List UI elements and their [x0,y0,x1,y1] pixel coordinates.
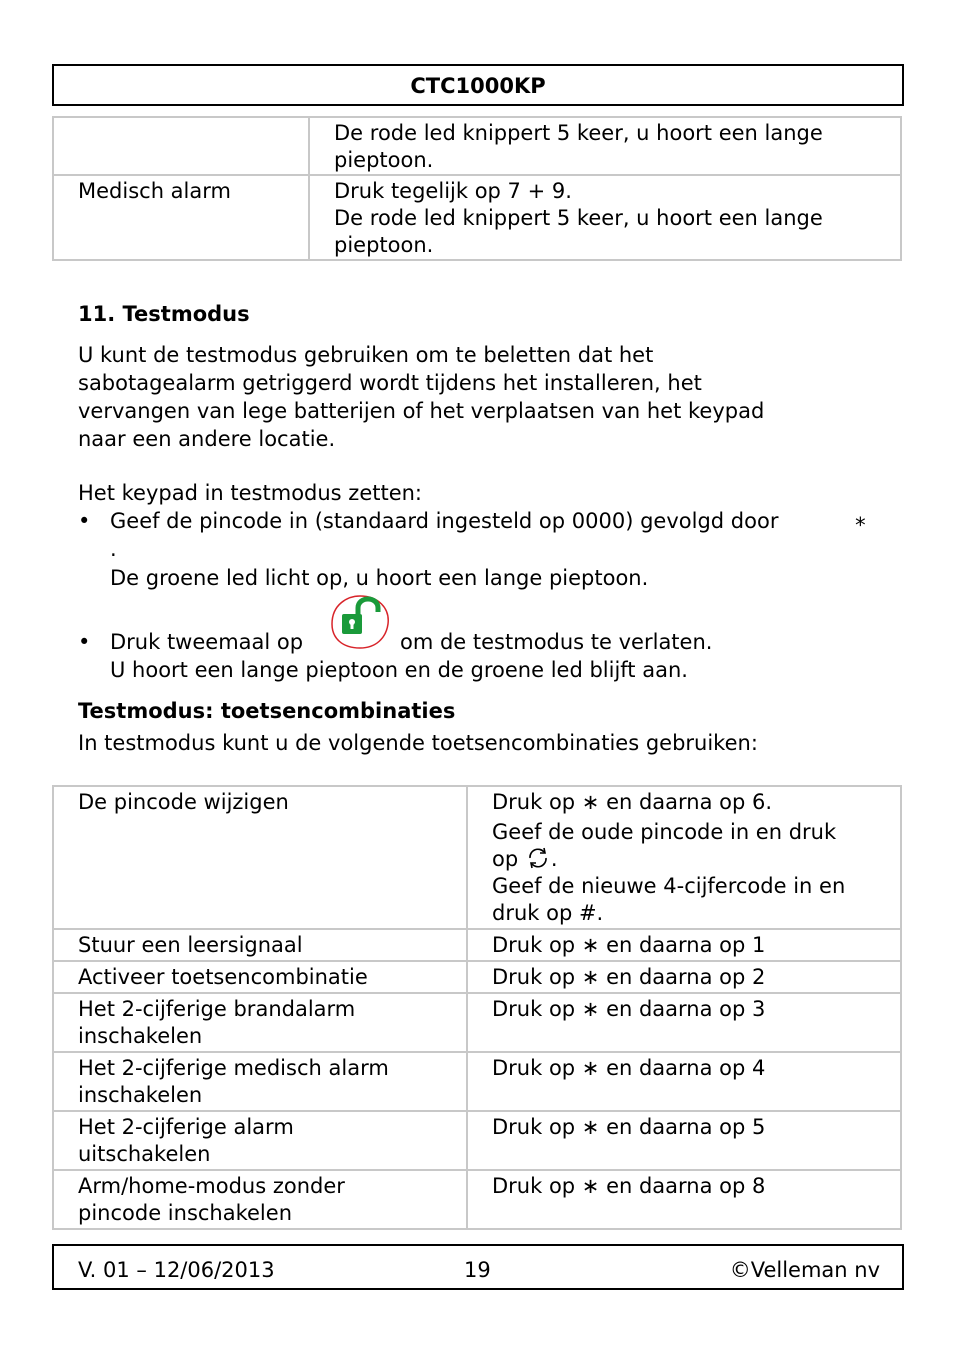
cell-line: Arm/home-modus zonder [78,1174,345,1198]
bullet-symbol: • [78,630,91,654]
cell-line: Geef de nieuwe 4-cijfercode in en [492,874,846,898]
bullet-text: om de testmodus te verlaten. [400,630,713,654]
table-cell-label [53,993,467,1052]
page-footer [52,1244,904,1290]
table-cell-label: Activeer toetsencombinatie [53,961,467,993]
cell-line: De pincode wijzigen [78,790,289,814]
combos-heading: Testmodus: toetsencombinaties [78,699,456,723]
table-row [53,1052,901,1111]
table-cell-action: Druk op ∗ en daarna op 8 [467,1170,901,1229]
model-title: CTC1000KP [410,74,546,98]
table-row [53,961,901,993]
table-cell-label [53,1052,467,1111]
table-cell-label [53,786,467,929]
cell-line: Geef de oude pincode in en druk [492,820,837,844]
table-cell-label: Medisch alarm [53,175,309,260]
footer-version: V. 01 – 12/06/2013 [78,1258,275,1282]
intro-line: vervangen van lege batterijen of het verplaatsen van het keypad [78,399,765,423]
cell-text: . [550,847,558,871]
cell-line: De rode led knippert 5 keer, u hoort een lange [334,206,823,230]
enter-heading: Het keypad in testmodus zetten: [78,481,423,505]
table-cell-label [53,117,309,175]
cell-line: Druk tegelijk op 7 + 9. [334,179,572,203]
alarm-table [52,116,902,261]
bullet-text: . [110,537,117,561]
cell-line: Druk op ∗ en daarna op 6. [492,790,773,814]
table-row [53,117,901,175]
cell-text: op [492,847,519,871]
page-number: 19 [464,1258,491,1282]
bullet-text: Druk tweemaal op [110,630,304,654]
intro-line: naar een andere locatie. [78,427,336,451]
footer-copyright: ©Velleman nv [729,1258,880,1282]
bullet-symbol: • [78,509,91,533]
combos-intro: In testmodus kunt u de volgende toetsencombinaties gebruiken: [78,731,758,755]
table-row [53,1170,901,1229]
cell-line: Het 2-cijferige medisch alarm [78,1056,389,1080]
page-header [52,64,904,106]
cell-line: inschakelen [78,1024,203,1048]
combos-table [52,785,902,1230]
cycle-arrows-icon [525,846,551,870]
table-row [53,175,901,260]
table-cell-label: Stuur een leersignaal [53,929,467,961]
cell-line: pieptoon. [334,148,434,172]
table-row [53,1111,901,1170]
cell-line: druk op #. [492,901,604,925]
table-cell-action [309,117,901,175]
intro-line: sabotagealarm getriggerd wordt tijdens het installeren, het [78,371,702,395]
table-cell-action: Druk op ∗ en daarna op 5 [467,1111,901,1170]
bullet-text: De groene led licht op, u hoort een lange pieptoon. [110,566,649,590]
cell-line: pieptoon. [334,233,434,257]
table-row [53,993,901,1052]
bullet-text: Geef de pincode in (standaard ingesteld op 0000) gevolgd door [110,509,779,533]
intro-paragraph [78,341,858,453]
intro-line: U kunt de testmodus gebruiken om te beletten dat het [78,343,654,367]
star-key: ∗ [854,509,867,533]
cell-line: inschakelen [78,1083,203,1107]
table-cell-action [467,786,901,929]
cell-line: pincode inschakelen [78,1201,292,1225]
table-row [53,786,901,929]
table-cell-action: Druk op ∗ en daarna op 2 [467,961,901,993]
table-cell-label [53,1170,467,1229]
cell-line: De rode led knippert 5 keer, u hoort een lange [334,121,823,145]
table-cell-action [309,175,901,260]
unlock-icon [328,594,392,650]
table-cell-action: Druk op ∗ en daarna op 4 [467,1052,901,1111]
table-cell-label [53,1111,467,1170]
cell-line: uitschakelen [78,1142,211,1166]
cell-line: Het 2-cijferige brandalarm [78,997,356,1021]
table-row [53,929,901,961]
table-cell-action: Druk op ∗ en daarna op 3 [467,993,901,1052]
cell-line-with-icon [492,846,890,873]
bullet-text: U hoort een lange pieptoon en de groene led blijft aan. [110,658,688,682]
section-heading: 11. Testmodus [78,302,250,326]
table-cell-action: Druk op ∗ en daarna op 1 [467,929,901,961]
cell-line: Het 2-cijferige alarm [78,1115,294,1139]
